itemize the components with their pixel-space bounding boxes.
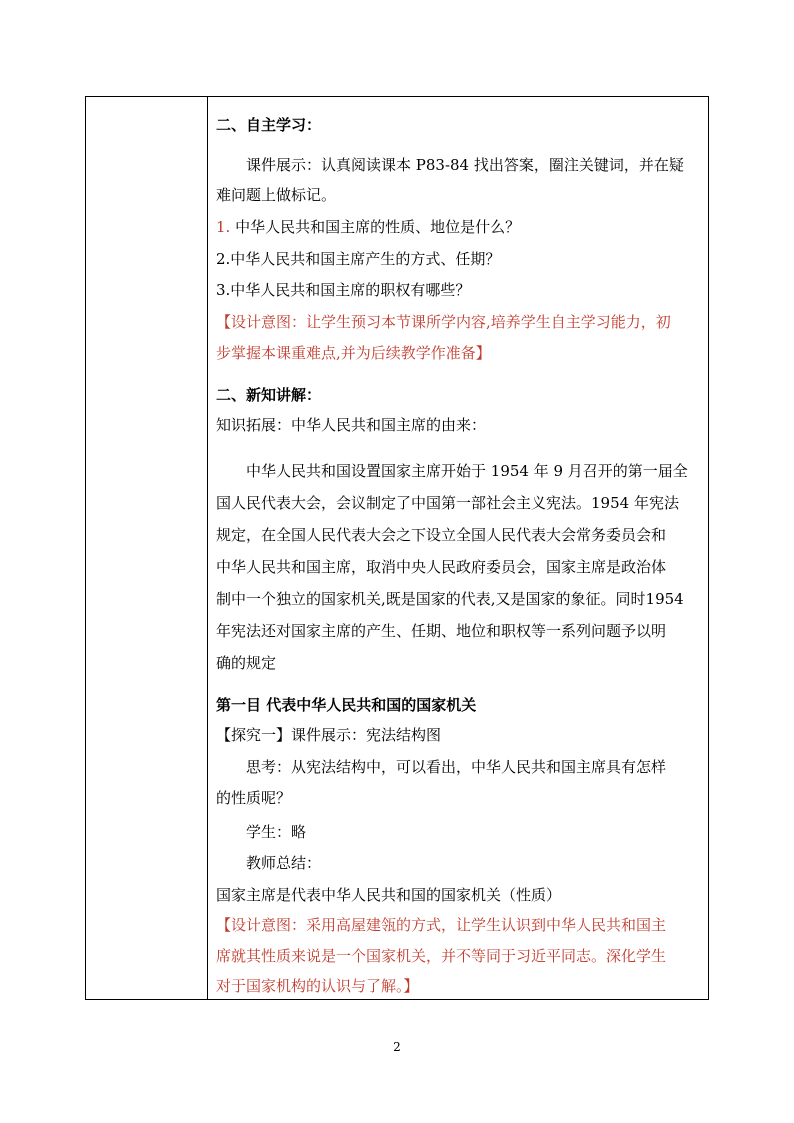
knowledge-expansion: 知识拓展：中华人民共和国主席的由来： bbox=[216, 416, 487, 434]
teacher-summary-label: 教师总结： bbox=[246, 854, 322, 872]
page-number: 2 bbox=[393, 1040, 401, 1054]
design-intent-2-line-2: 席就其性质来说是一个国家机关，并不等同于习近平同志。深化学生 bbox=[216, 947, 667, 965]
explore-one: 【探究一】课件展示：宪法结构图 bbox=[216, 726, 442, 744]
think-line-1: 思考：从宪法结构中，可以看出，中华人民共和国主席具有怎样 bbox=[246, 758, 667, 776]
self-study-heading: 二、自主学习： bbox=[216, 116, 322, 134]
question-2: 2.中华人民共和国主席产生的方式、任期？ bbox=[216, 250, 501, 268]
conclusion-line: 国家主席是代表中华人民共和国的国家机关（性质） bbox=[216, 886, 562, 904]
new-knowledge-heading: 二、新知讲解： bbox=[216, 386, 322, 404]
courseware-line-1: 课件展示：认真阅读课本 P83-84 找出答案，圈注关键词，并在疑 bbox=[246, 156, 684, 174]
history-paragraph-line-4: 中华人民共和国主席，取消中央人民政府委员会，国家主席是政治体 bbox=[216, 558, 667, 576]
design-intent-1-line-2: 步掌握本课重难点,并为后续教学作准备】 bbox=[216, 344, 491, 362]
question-3: 3.中华人民共和国主席的职权有哪些？ bbox=[216, 281, 471, 299]
lesson-table bbox=[85, 96, 709, 1000]
history-paragraph-line-5: 制中一个独立的国家机关,既是国家的代表,又是国家的象征。同时1954 bbox=[216, 590, 684, 608]
student-answer: 学生：略 bbox=[246, 823, 307, 841]
think-line-2: 的性质呢？ bbox=[216, 789, 292, 807]
history-paragraph-line-2: 国人民代表大会，会议制定了中国第一部社会主义宪法。1954 年宪法 bbox=[216, 494, 679, 512]
design-intent-2-line-3: 对于国家机构的认识与了解。】 bbox=[216, 977, 419, 995]
question-1 bbox=[216, 216, 700, 238]
history-paragraph-line-7: 确的规定 bbox=[216, 654, 277, 672]
question-1-text: 中华人民共和国主席的性质、地位是什么？ bbox=[230, 218, 521, 236]
history-paragraph-line-3: 规定，在全国人民代表大会之下设立全国人民代表大会常务委员会和 bbox=[216, 526, 667, 544]
history-paragraph-line-6: 年宪法还对国家主席的产生、任期、地位和职权等一系列问题予以明 bbox=[216, 622, 667, 640]
courseware-line-2: 难问题上做标记。 bbox=[216, 186, 337, 204]
item-one-heading: 第一目 代表中华人民共和国的国家机关 bbox=[216, 696, 477, 714]
column-divider bbox=[207, 97, 208, 999]
question-1-number: 1. bbox=[216, 218, 231, 236]
design-intent-1-line-1: 【设计意图：让学生预习本节课所学内容,培养学生自主学习能力，初 bbox=[216, 313, 671, 331]
design-intent-2-line-1: 【设计意图：采用高屋建瓴的方式，让学生认识到中华人民共和国主 bbox=[216, 916, 667, 934]
history-paragraph-line-1: 中华人民共和国设置国家主席开始于 1954 年 9 月召开的第一届全 bbox=[246, 462, 688, 480]
